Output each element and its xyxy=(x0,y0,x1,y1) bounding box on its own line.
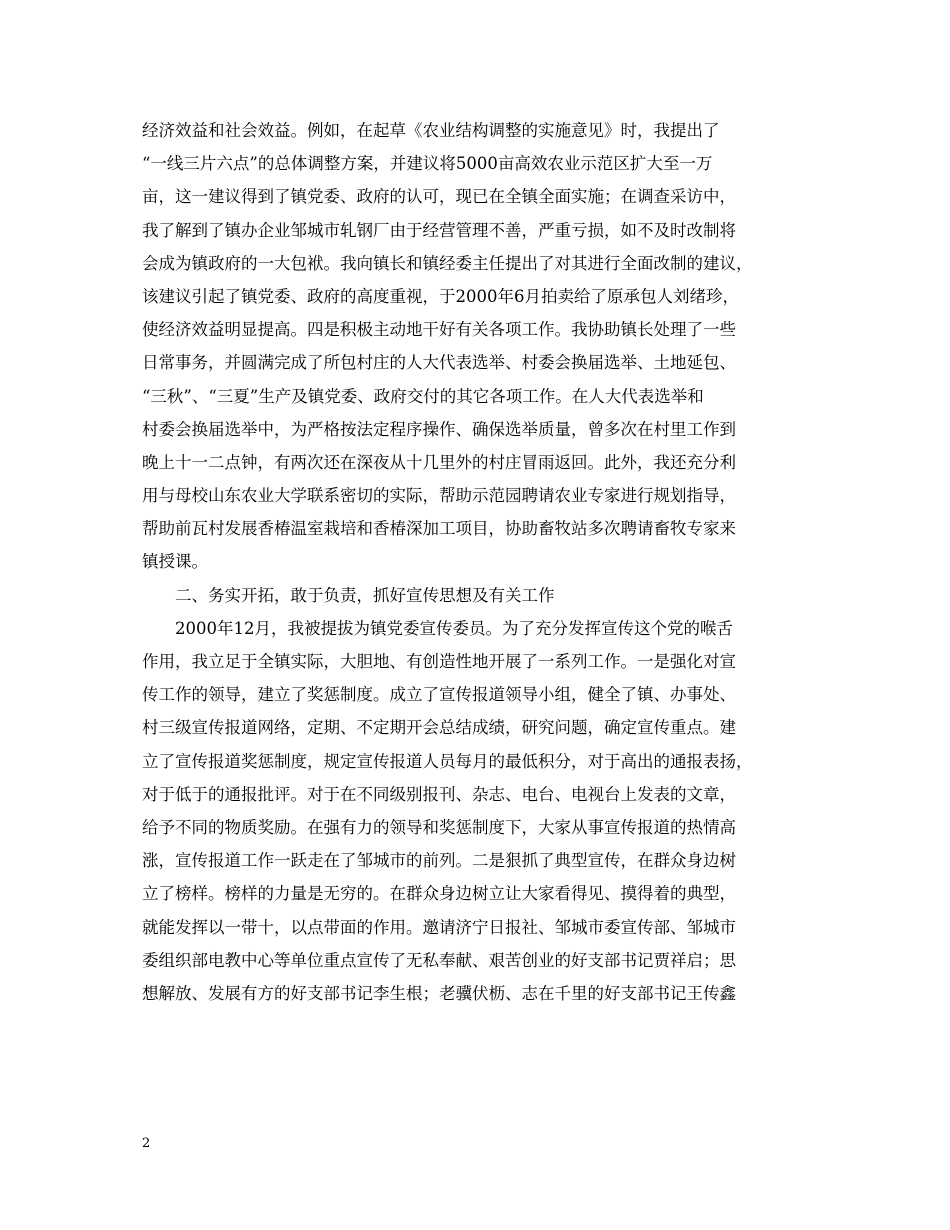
text-line: 该建议引起了镇党委、政府的高度重视，于2000年6月拍卖给了原承包人刘绪珍， xyxy=(142,286,739,306)
text-line: 使经济效益明显提高。四是积极主动地干好有关各项工作。我协助镇长处理了一些 xyxy=(142,320,736,340)
text-line: 我了解到了镇办企业邹城市轧钢厂由于经营管理不善，严重亏损，如不及时改制将 xyxy=(142,220,736,240)
text-line: 日常事务，并圆满完成了所包村庄的人大代表选举、村委会换届选举、土地延包、 xyxy=(142,353,736,373)
text-line: “一线三片六点”的总体调整方案，并建议将5000亩高效农业示范区扩大至一万 xyxy=(142,154,713,174)
text-line: 用与母校山东农业大学联系密切的实际，帮助示范园聘请农业专家进行规划指导， xyxy=(142,486,736,506)
text-line: 立了榜样。榜样的力量是无穷的。在群众身边树立让大家看得见、摸得着的典型， xyxy=(142,884,736,904)
text-line: 作用，我立足于全镇实际，大胆地、有创造性地开展了一系列工作。一是强化对宣 xyxy=(142,652,736,671)
text-line: 传工作的领导，建立了奖惩制度。成立了宣传报道领导小组，健全了镇、办事处、 xyxy=(142,685,736,705)
text-line: 立了宣传报道奖惩制度，规定宣传报道人员每月的最低积分，对于高出的通报表扬， xyxy=(142,751,753,771)
text-line: 镇授课。 xyxy=(142,552,208,572)
text-line: 给予不同的物质奖励。在强有力的领导和奖惩制度下，大家从事宣传报道的热情高 xyxy=(142,817,736,837)
text-line: 村三级宣传报道网络，定期、不定期开会总结成绩，研究问题，确定宣传重点。建 xyxy=(142,718,736,738)
text-line: 晚上十一二点钟，有两次还在深夜从十几里外的村庄冒雨返回。此外，我还充分利 xyxy=(142,452,736,472)
body-text xyxy=(142,114,832,1010)
text-line: 委组织部电教中心等单位重点宣传了无私奉献、艰苦创业的好支部书记贾祥启；思 xyxy=(142,950,736,970)
text-line: 想解放、发展有方的好支部书记李生根；老骥伏枥、志在千里的好支部书记王传鑫 xyxy=(142,983,736,1003)
page-number: 2 xyxy=(142,1136,151,1151)
text-line: 就能发挥以一带十，以点带面的作用。邀请济宁日报社、邹城市委宣传部、邹城市 xyxy=(142,917,736,937)
text-line: 对于低于的通报批评。对于在不同级别报刊、杂志、电台、电视台上发表的文章， xyxy=(142,784,736,804)
text-line: 村委会换届选举中，为严格按法定程序操作、确保选举质量，曾多次在村里工作到 xyxy=(142,419,736,439)
text-line: “三秋”、“三夏”生产及镇党委、政府交付的其它各项工作。在人大代表选举和 xyxy=(142,386,704,406)
text-line: 2000年12月，我被提拔为镇党委宣传委员。为了充分发挥宣传这个党的喉舌 xyxy=(175,618,733,638)
text-line: 涨，宣传报道工作一跃走在了邹城市的前列。二是狠抓了典型宣传，在群众身边树 xyxy=(142,851,736,871)
text-line: 帮助前瓦村发展香椿温室栽培和香椿深加工项目，协助畜牧站多次聘请畜牧专家来 xyxy=(142,519,736,539)
text-line: 亩，这一建议得到了镇党委、政府的认可，现已在全镇全面实施；在调查采访中， xyxy=(142,187,736,207)
text-line: 经济效益和社会效益。例如，在起草《农业结构调整的实施意见》时，我提出了 xyxy=(142,121,720,140)
text-line: 会成为镇政府的一大包袱。我向镇长和镇经委主任提出了对其进行全面改制的建议， xyxy=(142,253,753,273)
section-heading: 二、务实开拓，敢于负责，抓好宣传思想及有关工作 xyxy=(175,585,555,605)
